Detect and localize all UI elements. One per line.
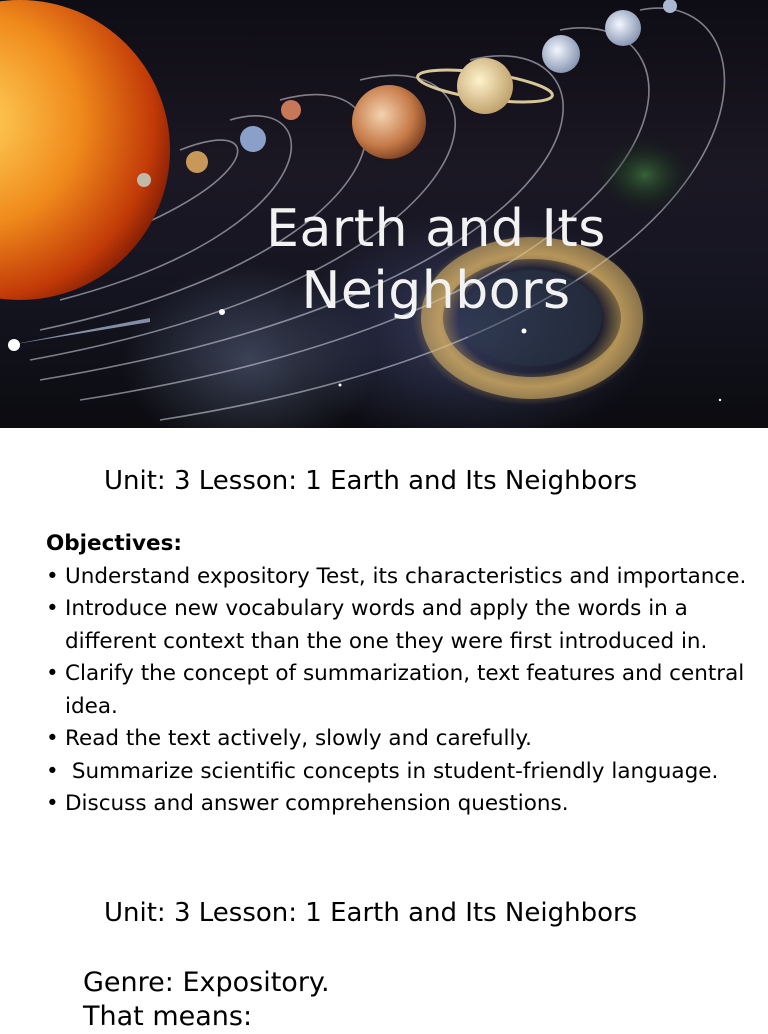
objective-item	[46, 593, 760, 658]
bullet-icon: •	[46, 726, 59, 751]
bullet-icon: •	[46, 791, 59, 816]
objective-text: Summarize scientific concepts in student-friendly language.	[65, 758, 719, 784]
objective-item	[46, 756, 760, 789]
objective-text: Discuss and answer comprehension questions.	[65, 791, 569, 816]
means-line: That means:	[83, 1001, 253, 1032]
objective-item	[46, 723, 760, 756]
objective-text: Understand expository Test, its characteristics and importance.	[65, 563, 747, 589]
objective-item	[46, 788, 760, 821]
objectives-section	[46, 528, 760, 821]
objectives-title: Objectives:	[46, 531, 183, 556]
lesson-header-2: Unit: 3 Lesson: 1 Earth and Its Neighbors	[104, 898, 638, 928]
title-slide	[0, 0, 768, 428]
lesson-header: Unit: 3 Lesson: 1 Earth and Its Neighbors	[104, 466, 638, 496]
bullet-icon: •	[46, 563, 59, 589]
bullet-icon: •	[46, 661, 59, 686]
objective-item	[46, 561, 760, 594]
objective-text: Read the text actively, slowly and carefully.	[65, 726, 532, 751]
slide-title: Earth and Its Neighbors	[266, 199, 606, 321]
bullet-icon: •	[46, 596, 59, 621]
bullet-icon: •	[46, 758, 59, 784]
objective-text: Introduce new vocabulary words and apply the words in a different context than the one they were first introduced in.	[65, 596, 708, 654]
objectives-list	[46, 561, 760, 821]
objective-text: Clarify the concept of summarization, text features and central idea.	[65, 661, 745, 719]
genre-line: Genre: Expository.	[83, 967, 330, 998]
objective-item	[46, 658, 760, 723]
